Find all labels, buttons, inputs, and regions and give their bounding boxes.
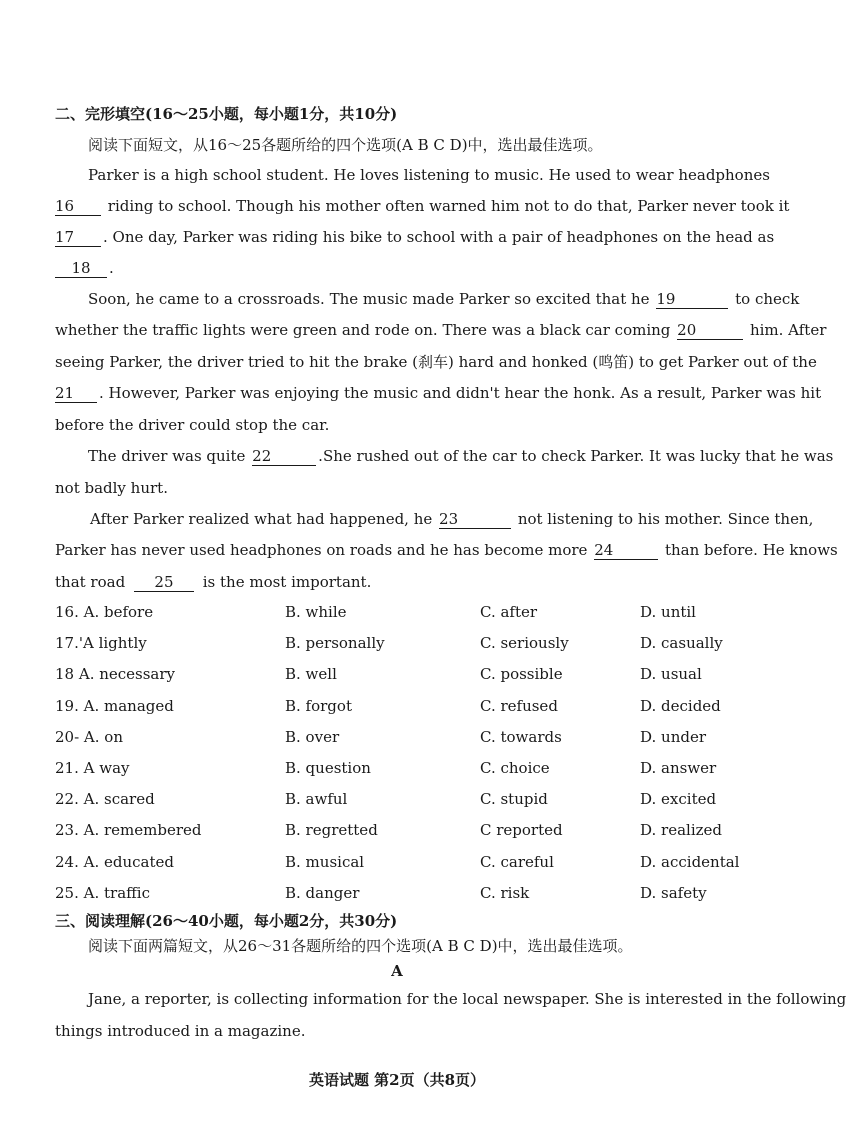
option-d[interactable]: D. safety <box>640 884 707 902</box>
option-b[interactable]: B. regretted <box>285 821 378 839</box>
passage-text: .She rushed out of the car to check Parker. It was lucky that he was <box>318 447 834 465</box>
passage-text: to check <box>735 290 800 308</box>
option-a[interactable]: 25. A. traffic <box>55 884 150 902</box>
part-a-label: A <box>391 962 403 980</box>
page-footer: 英语试题 第2页（共8页） <box>308 1071 486 1089</box>
option-c[interactable]: C reported <box>480 821 563 839</box>
passage-line: before the driver could stop the car. <box>55 416 330 434</box>
option-d[interactable]: D. realized <box>640 821 722 839</box>
blank-17[interactable]: 17 <box>55 229 101 247</box>
passage-line <box>55 227 775 247</box>
blank-24[interactable]: 24 <box>594 542 658 560</box>
option-a[interactable]: 19. A. managed <box>55 697 174 715</box>
option-c[interactable]: C. refused <box>480 697 558 715</box>
section3-title: 三、阅读理解(26～40小题，每小题2分，共30分) <box>55 912 398 930</box>
option-b[interactable]: B. question <box>285 759 371 777</box>
option-c[interactable]: C. stupid <box>480 790 548 808</box>
option-d[interactable]: D. answer <box>640 759 717 777</box>
option-c[interactable]: C. careful <box>480 853 554 871</box>
passage-line: Parker is a high school student. He loves listening to music. He used to wear headphones <box>88 166 770 184</box>
passage-line <box>90 509 814 529</box>
passage-text: not listening to his mother. Since then, <box>517 510 814 528</box>
option-d[interactable]: D. usual <box>640 665 702 683</box>
blank-19[interactable]: 19 <box>656 291 728 309</box>
passage-line <box>55 383 822 403</box>
passage-line: seeing Parker, the driver tried to hit the brake (刹车) hard and honked (鸣笛) to get Parker out of the <box>55 353 817 371</box>
blank-16[interactable]: 16 <box>55 198 101 216</box>
passage-line <box>55 258 741 278</box>
passage-line: not badly hurt. <box>55 479 168 497</box>
passage-text: Soon, he came to a crossroads. The music made Parker so excited that he <box>88 290 650 308</box>
reading-line: things introduced in a magazine. <box>55 1022 306 1040</box>
option-d[interactable]: D. under <box>640 728 706 746</box>
option-c[interactable]: C. after <box>480 603 538 621</box>
option-a[interactable]: 18 A. necessary <box>55 665 176 683</box>
option-c[interactable]: C. seriously <box>480 634 569 652</box>
passage-text: After Parker realized what had happened, he <box>90 510 433 528</box>
passage-text: is the most important. <box>202 573 372 591</box>
passage-text: . <box>109 259 114 277</box>
option-b[interactable]: B. forgot <box>285 697 352 715</box>
option-b[interactable]: B. personally <box>285 634 385 652</box>
passage-text: him. After <box>749 321 827 339</box>
option-d[interactable]: D. accidental <box>640 853 740 871</box>
option-a[interactable]: 21. A way <box>55 759 130 777</box>
option-d[interactable]: D. until <box>640 603 696 621</box>
blank-21[interactable]: 21 <box>55 385 97 403</box>
blank-23[interactable]: 23 <box>439 511 511 529</box>
option-c[interactable]: C. risk <box>480 884 530 902</box>
reading-line: Jane, a reporter, is collecting information for the local newspaper. She is interested in the following <box>88 990 846 1008</box>
option-a[interactable]: 24. A. educated <box>55 853 174 871</box>
passage-line <box>55 196 790 216</box>
option-c[interactable]: C. choice <box>480 759 550 777</box>
passage-text: riding to school. Though his mother often warned him not to do that, Parker never took it <box>107 197 790 215</box>
passage-text: Parker has never used headphones on roads and he has become more <box>55 541 588 559</box>
option-b[interactable]: B. while <box>285 603 347 621</box>
option-b[interactable]: B. musical <box>285 853 365 871</box>
blank-18[interactable]: 18 <box>55 260 107 278</box>
option-a[interactable]: 20- A. on <box>55 728 123 746</box>
option-d[interactable]: D. excited <box>640 790 717 808</box>
option-a[interactable]: 17.'A lightly <box>55 634 147 652</box>
option-a[interactable]: 22. A. scared <box>55 790 155 808</box>
option-b[interactable]: B. over <box>285 728 340 746</box>
passage-line <box>88 446 834 466</box>
option-c[interactable]: C. towards <box>480 728 562 746</box>
passage-text: whether the traffic lights were green and rode on. There was a black car coming <box>55 321 671 339</box>
option-c[interactable]: C. possible <box>480 665 563 683</box>
blank-25[interactable]: 25 <box>134 574 194 592</box>
section2-instruction: 阅读下面短文，从16～25各题所给的四个选项(A B C D)中，选出最佳选项。 <box>88 136 603 154</box>
passage-line <box>55 320 827 340</box>
passage-text: than before. He knows <box>664 541 838 559</box>
passage-line <box>88 289 800 309</box>
passage-text: that road <box>55 573 126 591</box>
passage-text: . However, Parker was enjoying the music and didn't hear the honk. As a result, Parker was hit <box>99 384 822 402</box>
passage-line <box>55 540 838 560</box>
passage-line <box>55 572 741 592</box>
option-d[interactable]: D. decided <box>640 697 721 715</box>
blank-22[interactable]: 22 <box>252 448 316 466</box>
blank-20[interactable]: 20 <box>677 322 743 340</box>
option-b[interactable]: B. awful <box>285 790 348 808</box>
option-a[interactable]: 23. A. remembered <box>55 821 202 839</box>
passage-text: . One day, Parker was riding his bike to school with a pair of headphones on the head as <box>103 228 775 246</box>
option-b[interactable]: B. danger <box>285 884 360 902</box>
option-b[interactable]: B. well <box>285 665 337 683</box>
passage-text: The driver was quite <box>88 447 246 465</box>
option-d[interactable]: D. casually <box>640 634 723 652</box>
option-a[interactable]: 16. A. before <box>55 603 154 621</box>
section2-title: 二、完形填空(16～25小题，每小题1分，共10分) <box>55 105 398 123</box>
section3-instruction: 阅读下面两篇短文，从26～31各题所给的四个选项(A B C D)中，选出最佳选项。 <box>88 937 633 955</box>
